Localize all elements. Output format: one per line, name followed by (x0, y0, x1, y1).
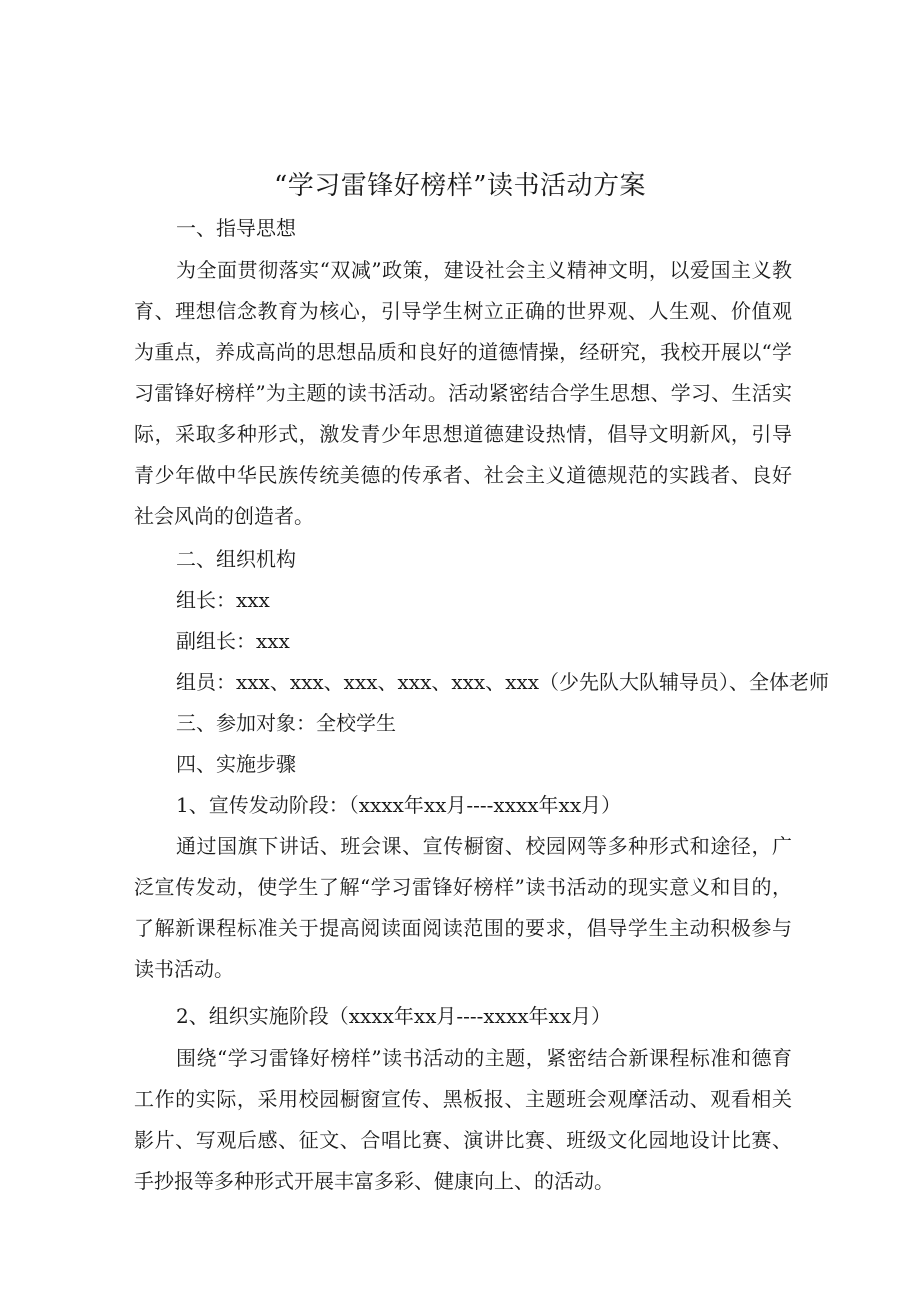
section1-body (134, 250, 792, 537)
deputy-leader-line: 副组长：xxx (176, 629, 290, 653)
section4-heading: 四、实施步骤 (176, 752, 296, 776)
step1-body (134, 826, 792, 990)
leader-line: 组长：xxx (176, 588, 270, 612)
document-title: “学习雷锋好榜样”读书活动方案 (273, 171, 647, 201)
section2-heading: 二、组织机构 (176, 547, 296, 571)
members-line: 组员：xxx、xxx、xxx、xxx、xxx、xxx（少先队大队辅导员）、全体老师 (176, 670, 830, 694)
section1-paragraph: 为全面贯彻落实“双减”政策，建设社会主义精神文明，以爱国主义教育、理想信念教育为核心，引导学生树立正确的世界观、人生观、价值观为重点，养成高尚的思想品质和良好的道德情操，经研究，我校开展以“学习雷锋好榜样”为主题的读书活动。活动紧密结合学生思想、学习、生活实际，采取多种形式，激发青少年思想道德建设热情，倡导文明新风，引导青少年做中华民族传统美德的传承者、社会主义道德规范的实践者、良好社会风尚的创造者。 (134, 258, 792, 528)
step2-paragraph: 围绕“学习雷锋好榜样”读书活动的主题，紧密结合新课程标准和德育工作的实际，采用校园橱窗宣传、黑板报、主题班会观摩活动、观看相关影片、写观后感、征文、合唱比赛、演讲比赛、班级文化园地设计比赛、手抄报等多种形式开展丰富多彩、健康向上、的活动。 (134, 1046, 792, 1193)
step1-heading: 1、宣传发动阶段：（xxxx年xx月----xxxx年xx月） (176, 793, 622, 817)
section3-line: 三、参加对象：全校学生 (176, 711, 396, 735)
section1-heading: 一、指导思想 (176, 216, 296, 240)
step2-heading: 2、组织实施阶段（xxxx年xx月----xxxx年xx月） (176, 1004, 612, 1028)
step1-paragraph: 通过国旗下讲话、班会课、宣传橱窗、校园网等多种形式和途径，广泛宣传发动，使学生了解“学习雷锋好榜样”读书活动的现实意义和目的，了解新课程标准关于提高阅读面阅读范围的要求，倡导学生主动积极参与读书活动。 (134, 834, 792, 981)
step2-body (134, 1038, 792, 1202)
